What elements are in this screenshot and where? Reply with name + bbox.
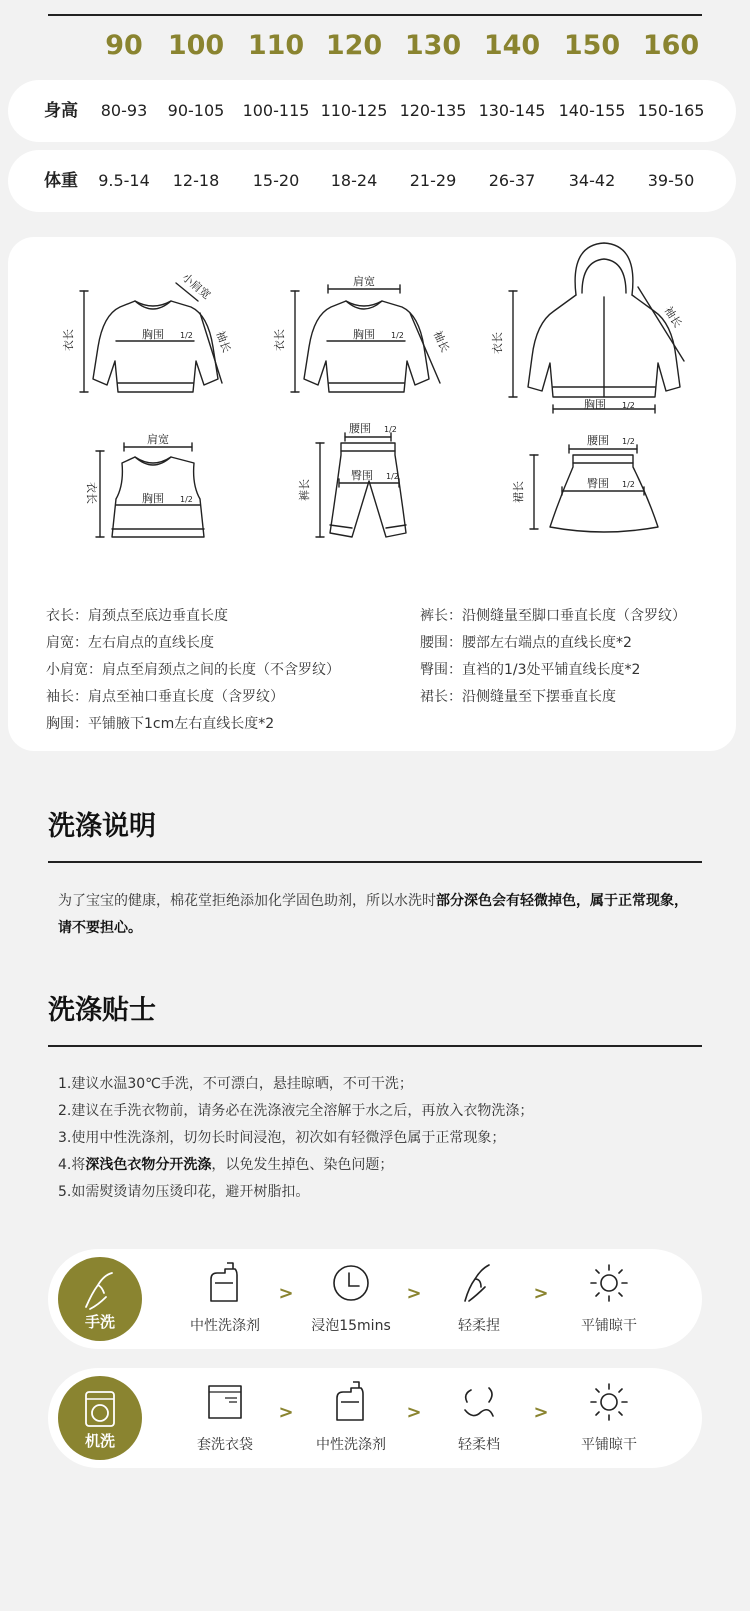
- height-row: [8, 80, 736, 142]
- step-arrow: >: [533, 1402, 549, 1423]
- half-label: 1/2: [180, 331, 193, 340]
- hand-step-pinch: [424, 1249, 534, 1349]
- note-text-bold: 部分深色会有轻微掉色，属于正常现象，请不要担心。: [58, 893, 688, 936]
- step-arrow: >: [406, 1402, 422, 1423]
- shoulder-label: 肩宽: [147, 433, 169, 446]
- section-divider: [48, 1045, 702, 1047]
- weight-value: 34-42: [568, 171, 616, 190]
- step-arrow: >: [278, 1283, 294, 1304]
- washing-note-text: [58, 888, 698, 942]
- height-value: 150-165: [637, 101, 705, 120]
- size-label: 110: [247, 30, 305, 61]
- step-label: 浸泡15mins: [311, 1318, 391, 1334]
- sun-icon: [589, 1261, 629, 1305]
- height-value: 100-115: [242, 101, 310, 120]
- definition-length: 衣长：肩颈点至底边垂直长度: [46, 608, 228, 624]
- size-label: 100: [167, 30, 225, 61]
- hand-wash-strip: [48, 1249, 702, 1349]
- definition-waist: 腰围：腰部左右端点的直线长度*2: [420, 635, 632, 651]
- note-text-plain: 为了宝宝的健康，棉花堂拒绝添加化学固色助剂，所以水洗时: [58, 893, 436, 909]
- weight-value: 15-20: [252, 171, 300, 190]
- washing-tips-title: 洗涤贴士: [48, 995, 156, 1026]
- height-value: 130-145: [478, 101, 546, 120]
- weight-row: [8, 150, 736, 212]
- weight-value: 18-24: [330, 171, 378, 190]
- chest-label: 胸围: [142, 492, 164, 505]
- tip-item: [58, 1152, 533, 1179]
- size-label: 160: [642, 30, 700, 61]
- definition-small-shoulder: 小肩宽：肩点至肩颈点之间的长度（不含罗纹）: [46, 662, 340, 678]
- length-label: 衣长: [62, 329, 75, 351]
- machine-step-bag: [170, 1368, 280, 1468]
- step-label: 平铺晾干: [581, 1437, 637, 1453]
- height-value: 90-105: [167, 101, 225, 120]
- length-label: 衣长: [491, 332, 504, 354]
- length-label: 衣长: [273, 329, 286, 351]
- step-arrow: >: [278, 1402, 294, 1423]
- sleeve-label: 袖长: [213, 329, 234, 355]
- hand-step-soak: [296, 1249, 406, 1349]
- step-label: 中性洗涤剂: [190, 1318, 260, 1334]
- machine-wash-label: 机洗: [84, 1432, 115, 1450]
- step-label: 中性洗涤剂: [316, 1437, 386, 1453]
- chest-label: 胸围: [142, 328, 164, 341]
- top-divider: [48, 14, 702, 16]
- size-label: 130: [404, 30, 462, 61]
- vest-diagram: [96, 443, 204, 537]
- definition-shoulder: 肩宽：左右肩点的直线长度: [46, 635, 214, 651]
- waist-label: 腰围: [587, 434, 609, 447]
- sun-icon: [589, 1380, 629, 1424]
- length-label: 衣长: [85, 482, 98, 504]
- section-divider: [48, 861, 702, 863]
- row-label: 体重: [44, 171, 78, 191]
- definition-skirt-length: 裙长：沿侧缝量至下摆垂直长度: [420, 689, 616, 705]
- height-value: 110-125: [320, 101, 388, 120]
- weight-value: 9.5-14: [98, 171, 150, 190]
- small-shoulder-label: 小肩宽: [179, 270, 214, 302]
- half-label: 1/2: [384, 425, 397, 434]
- hand-wash-label: 手洗: [84, 1313, 115, 1331]
- pants-diagram: [316, 433, 406, 537]
- definition-pants-length: 裤长：沿侧缝量至脚口垂直长度（含罗纹）: [420, 608, 686, 624]
- size-label: 90: [105, 30, 143, 61]
- sleeve-label: 袖长: [430, 328, 452, 355]
- weight-value: 12-18: [172, 171, 220, 190]
- weight-value: 26-37: [488, 171, 536, 190]
- step-label: 平铺晾干: [581, 1318, 637, 1334]
- hand-step-detergent: [170, 1249, 280, 1349]
- height-value: 80-93: [100, 101, 148, 120]
- step-label: 轻柔档: [458, 1437, 500, 1453]
- machine-step-gentle: [424, 1368, 534, 1468]
- half-label: 1/2: [622, 401, 635, 410]
- step-arrow: >: [533, 1283, 549, 1304]
- half-label: 1/2: [622, 480, 635, 489]
- machine-wash-strip: [48, 1368, 702, 1468]
- half-label: 1/2: [386, 472, 399, 481]
- height-value: 140-155: [558, 101, 626, 120]
- step-label: 轻柔捏: [458, 1318, 500, 1334]
- machine-step-detergent: [296, 1368, 406, 1468]
- half-label: 1/2: [180, 495, 193, 504]
- skirt-length-label: 裙长: [512, 481, 525, 503]
- detergent-bottle-icon: [205, 1261, 245, 1305]
- tip-item: 2.建议在手洗衣物前，请务必在洗涤液完全溶解于水之后，再放入衣物洗涤；: [58, 1103, 534, 1119]
- laundry-bag-icon: [205, 1380, 245, 1424]
- sleeve-label: 袖长: [661, 304, 685, 330]
- row-label: 身高: [44, 101, 78, 121]
- tip4-bold: 深浅色衣物分开洗涤: [85, 1157, 212, 1173]
- weight-value: 39-50: [647, 171, 695, 190]
- tip4-prefix: 4.将: [58, 1157, 86, 1173]
- tip-item: 1.建议水温30℃手洗，不可漂白，悬挂晾晒，不可干洗；: [58, 1076, 413, 1092]
- hip-label: 臀围: [351, 469, 373, 482]
- pinch-hand-icon: [459, 1261, 499, 1305]
- definition-hip: 臀围：直裆的1/3处平铺直线长度*2: [420, 662, 641, 678]
- definition-sleeve: 袖长：肩点至袖口垂直长度（含罗纹）: [46, 689, 284, 705]
- half-label: 1/2: [622, 437, 635, 446]
- tip-item: 5.如需熨烫请勿压烫印花，避开树脂扣。: [58, 1184, 310, 1200]
- hoodie-diagram: [509, 243, 684, 413]
- size-header: [0, 30, 750, 74]
- machine-step-dry: [554, 1368, 664, 1468]
- gentle-wave-icon: [459, 1380, 499, 1424]
- half-label: 1/2: [391, 331, 404, 340]
- hand-step-dry: [554, 1249, 664, 1349]
- size-label: 150: [563, 30, 621, 61]
- tip-item: 3.使用中性洗涤剂，切勿长时间浸泡，初次如有轻微浮色属于正常现象；: [58, 1130, 506, 1146]
- size-label: 120: [325, 30, 383, 61]
- size-label: 140: [483, 30, 541, 61]
- chest-label: 胸围: [584, 398, 606, 411]
- step-label: 套洗衣袋: [197, 1437, 253, 1453]
- waist-label: 腰围: [349, 422, 371, 435]
- detergent-bottle-icon: [331, 1380, 371, 1424]
- height-value: 120-135: [399, 101, 467, 120]
- step-arrow: >: [406, 1283, 422, 1304]
- tip4-suffix: ，以免发生掉色、染色问题；: [211, 1157, 394, 1173]
- weight-value: 21-29: [409, 171, 457, 190]
- washing-tips-list: [58, 1071, 533, 1206]
- pants-length-label: 裤长: [298, 479, 311, 501]
- clock-icon: [331, 1261, 371, 1305]
- shoulder-label: 肩宽: [353, 275, 375, 288]
- measurement-guide: [8, 237, 736, 751]
- washing-note-title: 洗涤说明: [48, 811, 156, 842]
- definition-chest: 胸围：平铺腋下1cm左右直线长度*2: [46, 716, 275, 732]
- chest-label: 胸围: [353, 328, 375, 341]
- hip-label: 臀围: [587, 477, 609, 490]
